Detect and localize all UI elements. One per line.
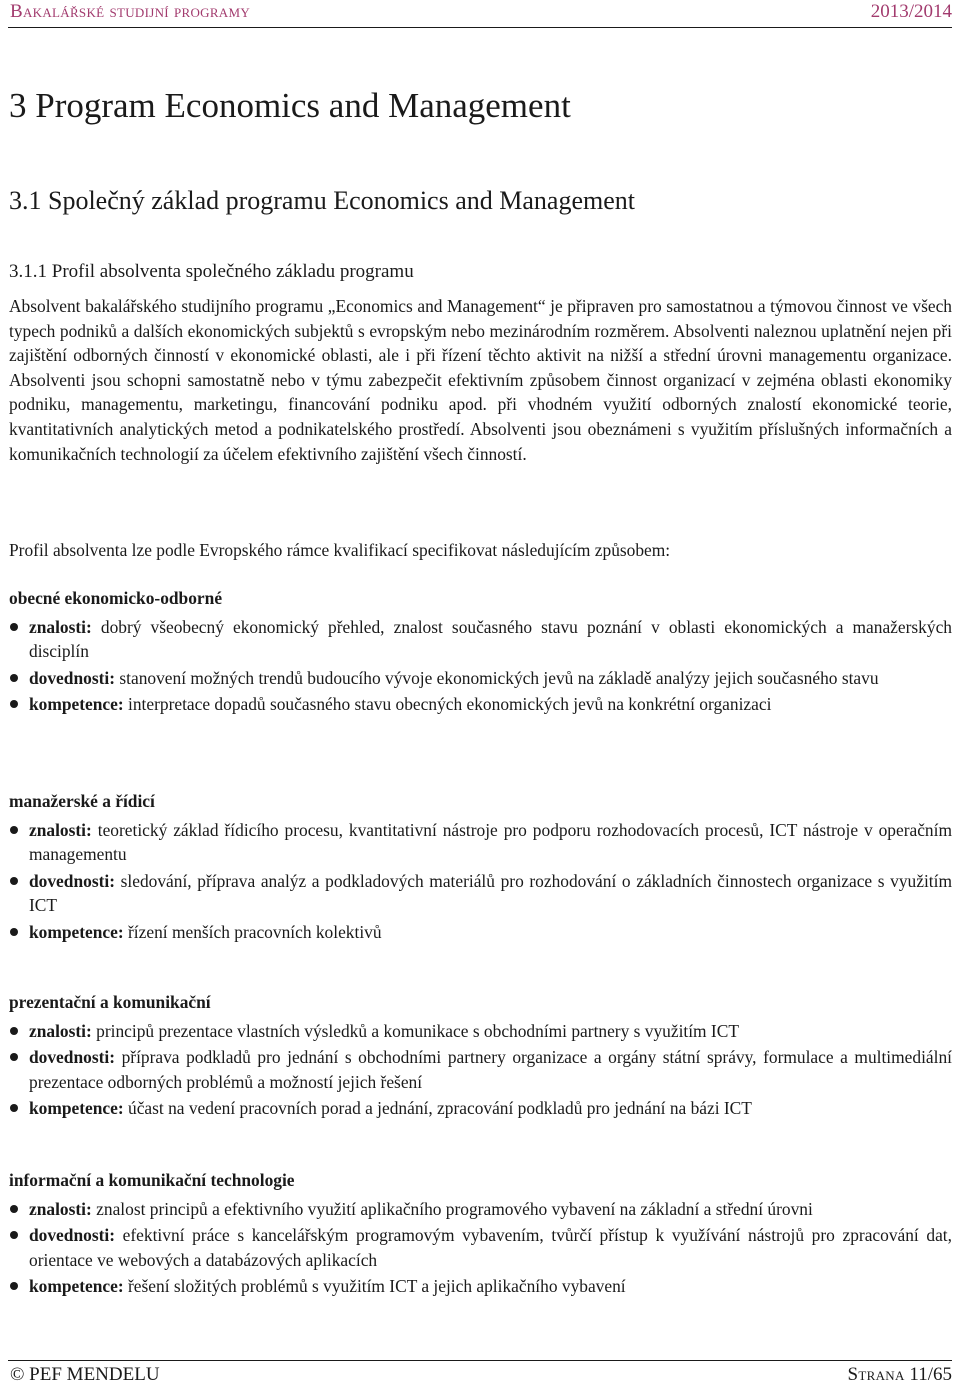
- list-item: [9, 666, 952, 691]
- list-item: [9, 1223, 952, 1272]
- item-text: teoretický základ řídicího procesu, kvantitativní nástroje pro podporu rozhodovacích procesů, ICT nástroje v operačním managementu: [29, 819, 952, 865]
- item-text: interpretace dopadů současného stavu obecných ekonomických jevů na konkrétní organizaci: [128, 694, 772, 715]
- item-text: dobrý všeobecný ekonomický přehled, znalost současného stavu poznání v oblasti ekonomických a manažerských disciplín: [29, 616, 952, 662]
- section-ict: [9, 1168, 952, 1301]
- list-item: [9, 818, 952, 867]
- bullet-icon: [10, 1027, 18, 1035]
- page-label: Strana: [847, 1364, 905, 1385]
- bullet-icon: [10, 1205, 18, 1213]
- item-text: řízení menších pracovních kolektivů: [128, 921, 382, 942]
- item-term: kompetence:: [29, 1098, 124, 1119]
- list-item: [9, 1045, 952, 1094]
- item-text: příprava podkladů pro jednání s obchodními partnery organizace a orgány státní správy, formulace a multimediální prezentace odborných problémů a možností jejich řešení: [29, 1047, 952, 1092]
- graduate-profile-paragraph: Absolvent bakalářského studijního programu „Economics and Management“ je připraven pro samostatnou a týmovou činnost ve všech typech podniků a dalších ekonomických subjektů s evropským nebo mezinárodním rozměrem. Absolventi naleznou uplatnění nejen při zajištění odborných činností v ekonomické oblasti, ale i při řízení těchto aktivit na nižší a střední úrovni managementu organizace. Absolventi jsou schopni samostatně nebo v týmu zabezpečit efektivním způsobem činnost organizací v zejména oblasti ekonomiky podniku, managementu, marketingu, financování podniku apod. při vhodném využití odborných znalostí ekonomické teorie, kvantitativních analytických metod a podnikatelského prostředí. Absolventi jsou obeznámeni s využitím příslušných informačních a komunikačních technologií za účelem efektivního zajištění všech činností.: [9, 296, 952, 464]
- list-item: [9, 1019, 952, 1044]
- bullet-icon: [10, 674, 18, 682]
- section-managerial: [9, 789, 952, 947]
- bullet-icon: [10, 1231, 18, 1239]
- bullet-icon: [10, 928, 18, 936]
- list-item: [9, 920, 952, 945]
- framework-intro: Profil absolventa lze podle Evropského rámce kvalifikací specifikovat následujícím způsobem:: [9, 540, 671, 560]
- bullet-icon: [10, 623, 18, 631]
- section-presentation: [9, 990, 952, 1123]
- bullet-icon: [10, 1053, 18, 1061]
- bullet-icon: [10, 826, 18, 834]
- item-text: stanovení možných trendů budoucího vývoje ekonomických jevů na základě analýzy jejich současného stavu: [119, 667, 879, 688]
- item-text: principů prezentace vlastních výsledků a komunikace s obchodními partnery s využitím ICT: [96, 1020, 739, 1041]
- page-header: [8, 0, 952, 28]
- item-term: kompetence:: [29, 694, 124, 715]
- competence-list: [9, 818, 952, 945]
- bullet-icon: [10, 1282, 18, 1290]
- item-term: kompetence:: [29, 921, 124, 942]
- section-general: [9, 586, 952, 719]
- footer-page: [848, 1364, 952, 1386]
- section-title: informační a komunikační technologie: [9, 1170, 295, 1190]
- section-title: prezentační a komunikační: [9, 992, 211, 1012]
- item-text: efektivní práce s kancelářským programovým vybavením, tvůrčí přístup k využívání nástrojů pro zpracování dat, orientace ve webových a databázových aplikacích: [29, 1225, 952, 1270]
- header-title: Bakalářské studijní programy: [10, 1, 251, 22]
- bullet-icon: [10, 877, 18, 885]
- list-item: [9, 1274, 952, 1299]
- item-text: řešení složitých problémů s využitím ICT a jejich aplikačního vybavení: [128, 1276, 626, 1297]
- item-term: dovednosti:: [29, 870, 116, 891]
- list-item: [9, 692, 952, 717]
- item-term: znalosti:: [29, 1020, 92, 1041]
- list-item: [9, 1096, 952, 1121]
- page-number: 11/65: [909, 1364, 952, 1385]
- item-text: znalost principů a efektivního využití aplikačního programového vybavení na základní a střední úrovni: [96, 1198, 813, 1219]
- list-item: [9, 869, 952, 918]
- page-footer: [8, 1360, 952, 1388]
- competence-list: [9, 615, 952, 717]
- chapter-heading: 3 Program Economics and Management: [9, 86, 571, 125]
- item-term: kompetence:: [29, 1276, 124, 1297]
- header-year: 2013/2014: [870, 1, 952, 22]
- item-term: znalosti:: [29, 616, 92, 637]
- list-item: [9, 615, 952, 664]
- item-text: účast na vedení pracovních porad a jednání, zpracování podkladů pro jednání na bázi ICT: [128, 1098, 752, 1119]
- item-term: znalosti:: [29, 1198, 92, 1219]
- section-heading: 3.1 Společný základ programu Economics and Management: [9, 186, 635, 215]
- item-term: dovednosti:: [29, 1047, 116, 1068]
- item-term: dovednosti:: [29, 667, 116, 688]
- section-title: manažerské a řídicí: [9, 791, 155, 811]
- item-term: dovednosti:: [29, 1225, 116, 1246]
- bullet-icon: [10, 700, 18, 708]
- list-item: [9, 1197, 952, 1222]
- competence-list: [9, 1019, 952, 1121]
- item-text: sledování, příprava analýz a podkladových materiálů pro rozhodování o základních činnostech organizace s využitím ICT: [29, 870, 952, 916]
- competence-list: [9, 1197, 952, 1299]
- footer-copyright: © PEF MENDELU: [10, 1364, 160, 1385]
- item-term: znalosti:: [29, 819, 92, 840]
- section-title: obecné ekonomicko-odborné: [9, 588, 223, 608]
- bullet-icon: [10, 1104, 18, 1112]
- subsection-heading: 3.1.1 Profil absolventa společného základu programu: [9, 261, 414, 282]
